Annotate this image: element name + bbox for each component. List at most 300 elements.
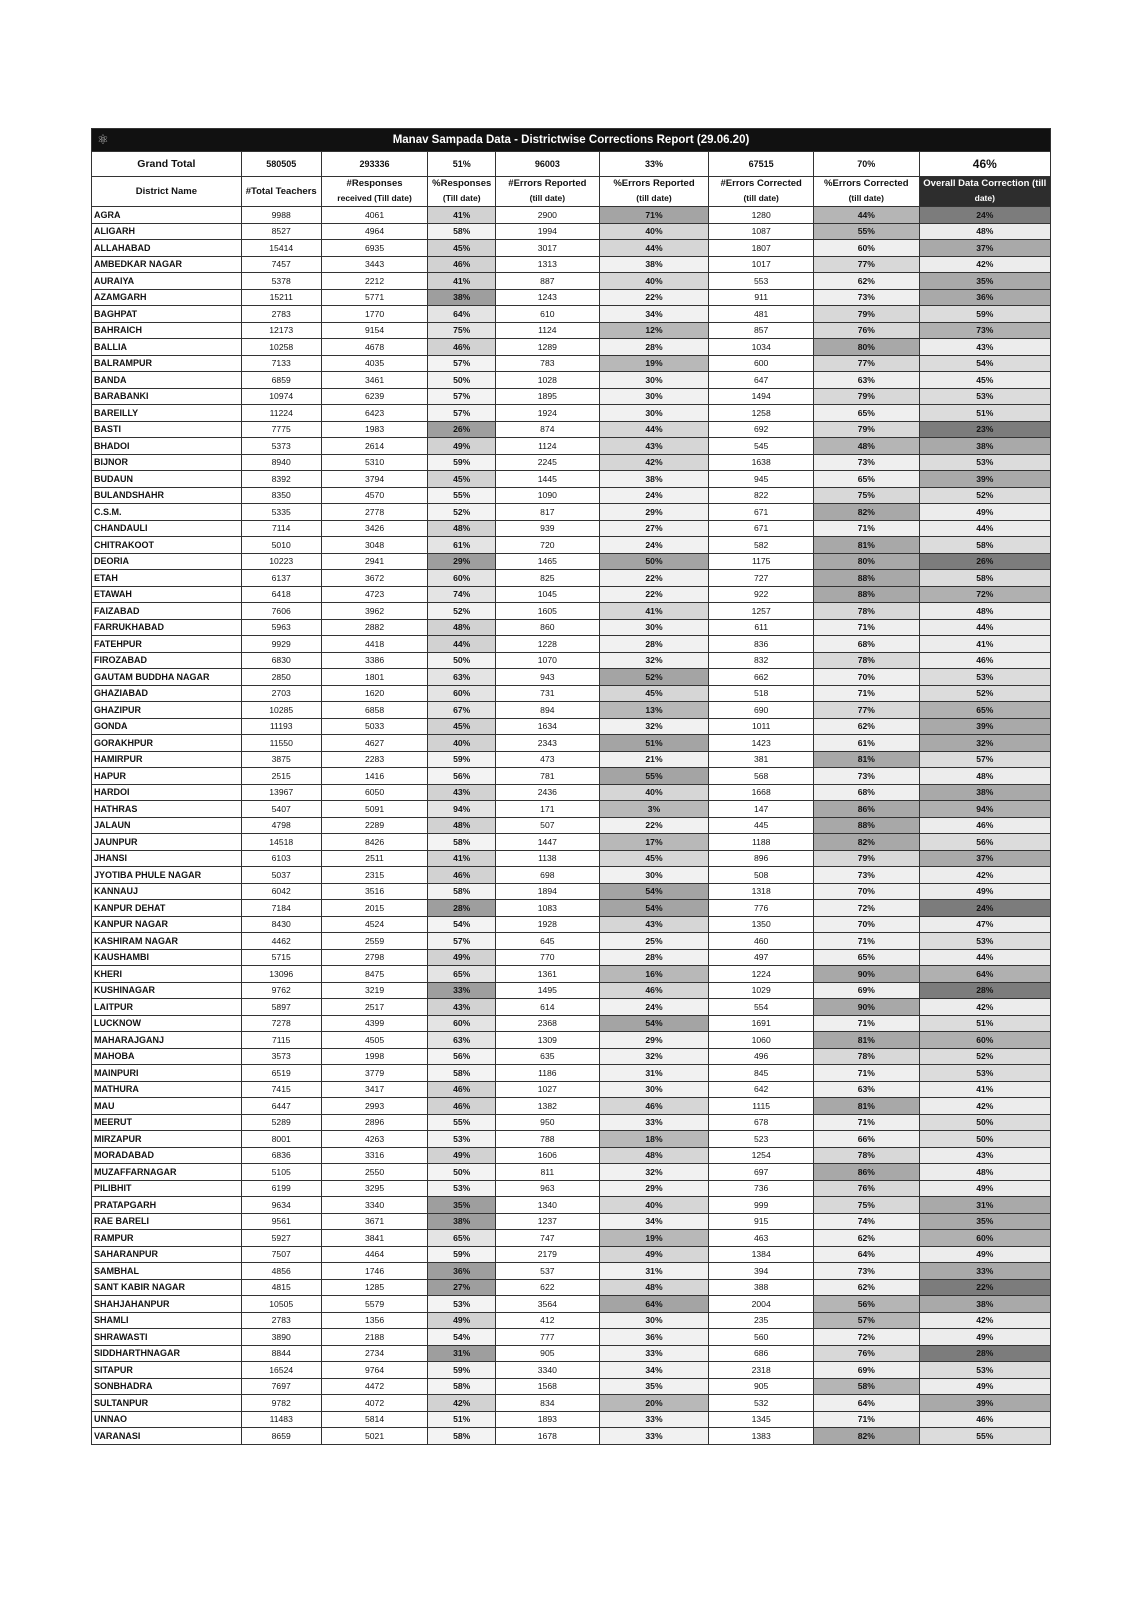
errors-corrected-cell: 460 <box>709 933 814 950</box>
table-row <box>92 454 1051 471</box>
district-name-cell: CHANDAULI <box>92 520 242 537</box>
district-name-cell: AGRA <box>92 207 242 224</box>
pct-errors-corrected-cell: 72% <box>813 900 919 917</box>
errors-reported-cell: 1465 <box>496 553 600 570</box>
overall-correction-cell: 42% <box>919 999 1050 1016</box>
errors-reported-cell: 1090 <box>496 487 600 504</box>
pct-responses-cell: 41% <box>428 850 496 867</box>
pct-responses-cell: 58% <box>428 1428 496 1445</box>
pct-errors-reported-cell: 34% <box>599 1362 709 1379</box>
errors-corrected-cell: 690 <box>709 702 814 719</box>
table-row <box>92 966 1051 983</box>
errors-corrected-cell: 1060 <box>709 1032 814 1049</box>
total-teachers-cell: 6830 <box>241 652 321 669</box>
table-row <box>92 883 1051 900</box>
overall-correction-cell: 52% <box>919 487 1050 504</box>
pct-errors-reported-cell: 38% <box>599 471 709 488</box>
overall-correction-cell: 48% <box>919 1164 1050 1181</box>
errors-corrected-cell: 857 <box>709 322 814 339</box>
total-teachers-cell: 8940 <box>241 454 321 471</box>
table-row <box>92 553 1051 570</box>
pct-errors-corrected-cell: 86% <box>813 1164 919 1181</box>
total-teachers-cell: 3875 <box>241 751 321 768</box>
pct-errors-reported-cell: 13% <box>599 702 709 719</box>
responses-cell: 1770 <box>321 306 428 323</box>
pct-errors-corrected-cell: 69% <box>813 1362 919 1379</box>
table-row <box>92 388 1051 405</box>
responses-cell: 2896 <box>321 1114 428 1131</box>
grand-total-overall: 46% <box>919 152 1050 177</box>
errors-corrected-cell: 600 <box>709 355 814 372</box>
errors-reported-cell: 777 <box>496 1329 600 1346</box>
errors-corrected-cell: 832 <box>709 652 814 669</box>
responses-cell: 2882 <box>321 619 428 636</box>
overall-correction-cell: 50% <box>919 1114 1050 1131</box>
errors-reported-cell: 2368 <box>496 1015 600 1032</box>
table-row <box>92 586 1051 603</box>
district-name-cell: GORAKHPUR <box>92 735 242 752</box>
pct-errors-corrected-cell: 77% <box>813 256 919 273</box>
overall-correction-cell: 49% <box>919 1378 1050 1395</box>
overall-correction-cell: 48% <box>919 223 1050 240</box>
total-teachers-cell: 14518 <box>241 834 321 851</box>
total-teachers-cell: 3890 <box>241 1329 321 1346</box>
total-teachers-cell: 15414 <box>241 240 321 257</box>
overall-correction-cell: 56% <box>919 834 1050 851</box>
pct-errors-corrected-cell: 62% <box>813 1230 919 1247</box>
total-teachers-cell: 5289 <box>241 1114 321 1131</box>
errors-corrected-cell: 582 <box>709 537 814 554</box>
grand-total-errors-corrected: 67515 <box>709 152 814 177</box>
overall-correction-cell: 49% <box>919 1329 1050 1346</box>
table-row <box>92 1131 1051 1148</box>
overall-correction-cell: 24% <box>919 207 1050 224</box>
col-header-district: District Name <box>92 177 242 207</box>
table-row <box>92 817 1051 834</box>
responses-cell: 4399 <box>321 1015 428 1032</box>
errors-reported-cell: 939 <box>496 520 600 537</box>
overall-correction-cell: 39% <box>919 718 1050 735</box>
pct-errors-reported-cell: 31% <box>599 1065 709 1082</box>
table-row <box>92 1263 1051 1280</box>
pct-errors-reported-cell: 29% <box>599 504 709 521</box>
pct-errors-reported-cell: 32% <box>599 1164 709 1181</box>
table-row <box>92 718 1051 735</box>
overall-correction-cell: 57% <box>919 751 1050 768</box>
total-teachers-cell: 11224 <box>241 405 321 422</box>
responses-cell: 3671 <box>321 1213 428 1230</box>
overall-correction-cell: 42% <box>919 1098 1050 1115</box>
total-teachers-cell: 7507 <box>241 1246 321 1263</box>
errors-corrected-cell: 896 <box>709 850 814 867</box>
grand-total-pct-responses: 51% <box>428 152 496 177</box>
pct-errors-corrected-cell: 70% <box>813 916 919 933</box>
responses-cell: 1356 <box>321 1312 428 1329</box>
district-name-cell: JALAUN <box>92 817 242 834</box>
district-name-cell: RAE BARELI <box>92 1213 242 1230</box>
pct-errors-reported-cell: 41% <box>599 603 709 620</box>
pct-errors-reported-cell: 30% <box>599 405 709 422</box>
pct-responses-cell: 42% <box>428 1395 496 1412</box>
responses-cell: 2778 <box>321 504 428 521</box>
errors-corrected-cell: 2318 <box>709 1362 814 1379</box>
overall-correction-cell: 53% <box>919 454 1050 471</box>
pct-errors-reported-cell: 24% <box>599 537 709 554</box>
col-header-pct-responses: %Responses (Till date) <box>428 177 496 207</box>
errors-reported-cell: 770 <box>496 949 600 966</box>
errors-reported-cell: 1313 <box>496 256 600 273</box>
errors-reported-cell: 614 <box>496 999 600 1016</box>
errors-corrected-cell: 1258 <box>709 405 814 422</box>
table-row <box>92 1329 1051 1346</box>
errors-corrected-cell: 235 <box>709 1312 814 1329</box>
errors-reported-cell: 698 <box>496 867 600 884</box>
pct-responses-cell: 63% <box>428 1032 496 1049</box>
district-name-cell: JHANSI <box>92 850 242 867</box>
pct-responses-cell: 46% <box>428 339 496 356</box>
district-name-cell: SULTANPUR <box>92 1395 242 1412</box>
table-row <box>92 916 1051 933</box>
errors-reported-cell: 905 <box>496 1345 600 1362</box>
errors-corrected-cell: 1254 <box>709 1147 814 1164</box>
total-teachers-cell: 6199 <box>241 1180 321 1197</box>
errors-corrected-cell: 692 <box>709 421 814 438</box>
pct-responses-cell: 59% <box>428 1246 496 1263</box>
table-row <box>92 1065 1051 1082</box>
responses-cell: 2289 <box>321 817 428 834</box>
pct-errors-corrected-cell: 78% <box>813 1147 919 1164</box>
pct-errors-reported-cell: 31% <box>599 1263 709 1280</box>
pct-errors-corrected-cell: 64% <box>813 1395 919 1412</box>
errors-corrected-cell: 686 <box>709 1345 814 1362</box>
pct-errors-corrected-cell: 75% <box>813 487 919 504</box>
district-name-cell: SHAHJAHANPUR <box>92 1296 242 1313</box>
total-teachers-cell: 10258 <box>241 339 321 356</box>
pct-responses-cell: 53% <box>428 1296 496 1313</box>
table-row <box>92 1395 1051 1412</box>
district-name-cell: LAITPUR <box>92 999 242 1016</box>
pct-errors-corrected-cell: 71% <box>813 685 919 702</box>
responses-cell: 1746 <box>321 1263 428 1280</box>
responses-cell: 4035 <box>321 355 428 372</box>
pct-errors-reported-cell: 3% <box>599 801 709 818</box>
responses-cell: 4570 <box>321 487 428 504</box>
pct-responses-cell: 60% <box>428 1015 496 1032</box>
errors-corrected-cell: 508 <box>709 867 814 884</box>
table-row <box>92 1362 1051 1379</box>
errors-reported-cell: 834 <box>496 1395 600 1412</box>
pct-errors-corrected-cell: 73% <box>813 454 919 471</box>
pct-responses-cell: 58% <box>428 1065 496 1082</box>
table-row <box>92 702 1051 719</box>
errors-reported-cell: 1228 <box>496 636 600 653</box>
pct-errors-corrected-cell: 55% <box>813 223 919 240</box>
overall-correction-cell: 23% <box>919 421 1050 438</box>
district-name-cell: JAUNPUR <box>92 834 242 851</box>
errors-corrected-cell: 518 <box>709 685 814 702</box>
pct-errors-corrected-cell: 72% <box>813 1329 919 1346</box>
errors-corrected-cell: 568 <box>709 768 814 785</box>
total-teachers-cell: 9988 <box>241 207 321 224</box>
pct-responses-cell: 52% <box>428 603 496 620</box>
pct-errors-corrected-cell: 88% <box>813 817 919 834</box>
pct-responses-cell: 41% <box>428 273 496 290</box>
pct-errors-reported-cell: 51% <box>599 735 709 752</box>
title-row <box>92 129 1051 152</box>
total-teachers-cell: 8527 <box>241 223 321 240</box>
table-row <box>92 1015 1051 1032</box>
overall-correction-cell: 59% <box>919 306 1050 323</box>
table-row <box>92 1296 1051 1313</box>
district-name-cell: BAHRAICH <box>92 322 242 339</box>
responses-cell: 5771 <box>321 289 428 306</box>
errors-reported-cell: 783 <box>496 355 600 372</box>
errors-reported-cell: 2436 <box>496 784 600 801</box>
overall-correction-cell: 58% <box>919 537 1050 554</box>
overall-correction-cell: 39% <box>919 1395 1050 1412</box>
district-name-cell: KHERI <box>92 966 242 983</box>
errors-corrected-cell: 463 <box>709 1230 814 1247</box>
pct-errors-reported-cell: 20% <box>599 1395 709 1412</box>
pct-errors-corrected-cell: 65% <box>813 405 919 422</box>
errors-reported-cell: 2900 <box>496 207 600 224</box>
errors-reported-cell: 894 <box>496 702 600 719</box>
total-teachers-cell: 13967 <box>241 784 321 801</box>
errors-corrected-cell: 1257 <box>709 603 814 620</box>
table-row <box>92 801 1051 818</box>
pct-errors-reported-cell: 22% <box>599 817 709 834</box>
table-row <box>92 999 1051 1016</box>
pct-errors-reported-cell: 33% <box>599 1345 709 1362</box>
total-teachers-cell: 3573 <box>241 1048 321 1065</box>
pct-errors-corrected-cell: 70% <box>813 669 919 686</box>
pct-errors-corrected-cell: 80% <box>813 339 919 356</box>
overall-correction-cell: 22% <box>919 1279 1050 1296</box>
errors-reported-cell: 731 <box>496 685 600 702</box>
errors-corrected-cell: 1668 <box>709 784 814 801</box>
errors-corrected-cell: 678 <box>709 1114 814 1131</box>
errors-reported-cell: 1895 <box>496 388 600 405</box>
responses-cell: 3779 <box>321 1065 428 1082</box>
pct-errors-corrected-cell: 63% <box>813 372 919 389</box>
responses-cell: 2614 <box>321 438 428 455</box>
table-row <box>92 619 1051 636</box>
pct-errors-corrected-cell: 66% <box>813 1131 919 1148</box>
overall-correction-cell: 53% <box>919 1362 1050 1379</box>
pct-errors-reported-cell: 16% <box>599 966 709 983</box>
overall-correction-cell: 37% <box>919 240 1050 257</box>
responses-cell: 4505 <box>321 1032 428 1049</box>
errors-corrected-cell: 1384 <box>709 1246 814 1263</box>
total-teachers-cell: 8392 <box>241 471 321 488</box>
pct-errors-reported-cell: 40% <box>599 273 709 290</box>
pct-errors-reported-cell: 54% <box>599 900 709 917</box>
responses-cell: 2015 <box>321 900 428 917</box>
overall-correction-cell: 73% <box>919 322 1050 339</box>
overall-correction-cell: 42% <box>919 1312 1050 1329</box>
col-header-overall: Overall Data Correction (till date) <box>919 177 1050 207</box>
pct-responses-cell: 63% <box>428 669 496 686</box>
pct-errors-reported-cell: 52% <box>599 669 709 686</box>
overall-correction-cell: 36% <box>919 289 1050 306</box>
table-row <box>92 372 1051 389</box>
pct-errors-reported-cell: 71% <box>599 207 709 224</box>
pct-responses-cell: 54% <box>428 916 496 933</box>
errors-corrected-cell: 1029 <box>709 982 814 999</box>
pct-responses-cell: 56% <box>428 1048 496 1065</box>
errors-corrected-cell: 697 <box>709 1164 814 1181</box>
pct-errors-reported-cell: 17% <box>599 834 709 851</box>
errors-corrected-cell: 611 <box>709 619 814 636</box>
overall-correction-cell: 94% <box>919 801 1050 818</box>
errors-corrected-cell: 822 <box>709 487 814 504</box>
pct-errors-reported-cell: 19% <box>599 355 709 372</box>
pct-errors-reported-cell: 22% <box>599 289 709 306</box>
pct-errors-reported-cell: 64% <box>599 1296 709 1313</box>
pct-responses-cell: 44% <box>428 636 496 653</box>
table-row <box>92 1197 1051 1214</box>
total-teachers-cell: 9762 <box>241 982 321 999</box>
pct-errors-corrected-cell: 81% <box>813 1032 919 1049</box>
pct-errors-reported-cell: 48% <box>599 1147 709 1164</box>
pct-errors-corrected-cell: 60% <box>813 240 919 257</box>
district-name-cell: KANNAUJ <box>92 883 242 900</box>
pct-responses-cell: 49% <box>428 438 496 455</box>
errors-corrected-cell: 1691 <box>709 1015 814 1032</box>
pct-errors-corrected-cell: 65% <box>813 949 919 966</box>
table-row <box>92 1180 1051 1197</box>
errors-reported-cell: 1361 <box>496 966 600 983</box>
pct-responses-cell: 46% <box>428 1098 496 1115</box>
pct-responses-cell: 46% <box>428 256 496 273</box>
total-teachers-cell: 7415 <box>241 1081 321 1098</box>
pct-errors-corrected-cell: 58% <box>813 1378 919 1395</box>
pct-errors-reported-cell: 12% <box>599 322 709 339</box>
errors-reported-cell: 1070 <box>496 652 600 669</box>
responses-cell: 3316 <box>321 1147 428 1164</box>
table-row <box>92 1147 1051 1164</box>
pct-errors-reported-cell: 32% <box>599 1048 709 1065</box>
responses-cell: 5814 <box>321 1411 428 1428</box>
errors-corrected-cell: 1350 <box>709 916 814 933</box>
errors-reported-cell: 645 <box>496 933 600 950</box>
grand-total-errors-reported: 96003 <box>496 152 600 177</box>
errors-reported-cell: 1124 <box>496 438 600 455</box>
pct-errors-corrected-cell: 68% <box>813 784 919 801</box>
total-teachers-cell: 11483 <box>241 1411 321 1428</box>
overall-correction-cell: 38% <box>919 1296 1050 1313</box>
errors-reported-cell: 1186 <box>496 1065 600 1082</box>
overall-correction-cell: 72% <box>919 586 1050 603</box>
errors-corrected-cell: 481 <box>709 306 814 323</box>
errors-reported-cell: 412 <box>496 1312 600 1329</box>
pct-errors-corrected-cell: 57% <box>813 1312 919 1329</box>
table-row <box>92 834 1051 851</box>
errors-corrected-cell: 497 <box>709 949 814 966</box>
responses-cell: 3443 <box>321 256 428 273</box>
pct-responses-cell: 59% <box>428 454 496 471</box>
district-name-cell: BARABANKI <box>92 388 242 405</box>
pct-responses-cell: 46% <box>428 867 496 884</box>
errors-reported-cell: 1634 <box>496 718 600 735</box>
pct-errors-reported-cell: 34% <box>599 1213 709 1230</box>
pct-responses-cell: 27% <box>428 1279 496 1296</box>
errors-reported-cell: 860 <box>496 619 600 636</box>
errors-reported-cell: 720 <box>496 537 600 554</box>
pct-errors-reported-cell: 22% <box>599 586 709 603</box>
errors-reported-cell: 1309 <box>496 1032 600 1049</box>
responses-cell: 6239 <box>321 388 428 405</box>
pct-errors-corrected-cell: 74% <box>813 1213 919 1230</box>
errors-reported-cell: 2343 <box>496 735 600 752</box>
pct-errors-corrected-cell: 82% <box>813 504 919 521</box>
total-teachers-cell: 7114 <box>241 520 321 537</box>
pct-responses-cell: 57% <box>428 355 496 372</box>
pct-responses-cell: 31% <box>428 1345 496 1362</box>
errors-reported-cell: 1894 <box>496 883 600 900</box>
errors-corrected-cell: 905 <box>709 1378 814 1395</box>
district-name-cell: MAHOBA <box>92 1048 242 1065</box>
total-teachers-cell: 9561 <box>241 1213 321 1230</box>
responses-cell: 2517 <box>321 999 428 1016</box>
total-teachers-cell: 7184 <box>241 900 321 917</box>
pct-errors-corrected-cell: 65% <box>813 471 919 488</box>
errors-reported-cell: 3564 <box>496 1296 600 1313</box>
table-row <box>92 223 1051 240</box>
table-row <box>92 405 1051 422</box>
errors-reported-cell: 1243 <box>496 289 600 306</box>
responses-cell: 4524 <box>321 916 428 933</box>
pct-errors-reported-cell: 50% <box>599 553 709 570</box>
responses-cell: 2511 <box>321 850 428 867</box>
overall-correction-cell: 52% <box>919 1048 1050 1065</box>
responses-cell: 1285 <box>321 1279 428 1296</box>
overall-correction-cell: 35% <box>919 1213 1050 1230</box>
errors-corrected-cell: 647 <box>709 372 814 389</box>
total-teachers-cell: 7133 <box>241 355 321 372</box>
pct-errors-corrected-cell: 73% <box>813 867 919 884</box>
responses-cell: 1801 <box>321 669 428 686</box>
errors-corrected-cell: 671 <box>709 520 814 537</box>
pct-errors-reported-cell: 43% <box>599 438 709 455</box>
total-teachers-cell: 6418 <box>241 586 321 603</box>
responses-cell: 4061 <box>321 207 428 224</box>
pct-responses-cell: 36% <box>428 1263 496 1280</box>
table-row <box>92 207 1051 224</box>
errors-reported-cell: 1124 <box>496 322 600 339</box>
total-teachers-cell: 8430 <box>241 916 321 933</box>
table-row <box>92 1230 1051 1247</box>
overall-correction-cell: 42% <box>919 867 1050 884</box>
errors-corrected-cell: 2004 <box>709 1296 814 1313</box>
errors-corrected-cell: 394 <box>709 1263 814 1280</box>
total-teachers-cell: 7697 <box>241 1378 321 1395</box>
responses-cell: 3048 <box>321 537 428 554</box>
total-teachers-cell: 9782 <box>241 1395 321 1412</box>
district-name-cell: HAPUR <box>92 768 242 785</box>
district-name-cell: KUSHINAGAR <box>92 982 242 999</box>
pct-errors-reported-cell: 33% <box>599 1411 709 1428</box>
errors-corrected-cell: 915 <box>709 1213 814 1230</box>
pct-errors-corrected-cell: 71% <box>813 933 919 950</box>
table-row <box>92 1246 1051 1263</box>
table-row <box>92 933 1051 950</box>
district-name-cell: FIROZABAD <box>92 652 242 669</box>
district-name-cell: KAUSHAMBI <box>92 949 242 966</box>
errors-corrected-cell: 381 <box>709 751 814 768</box>
district-name-cell: AURAIYA <box>92 273 242 290</box>
col-header-errors-corrected: #Errors Corrected (till date) <box>709 177 814 207</box>
